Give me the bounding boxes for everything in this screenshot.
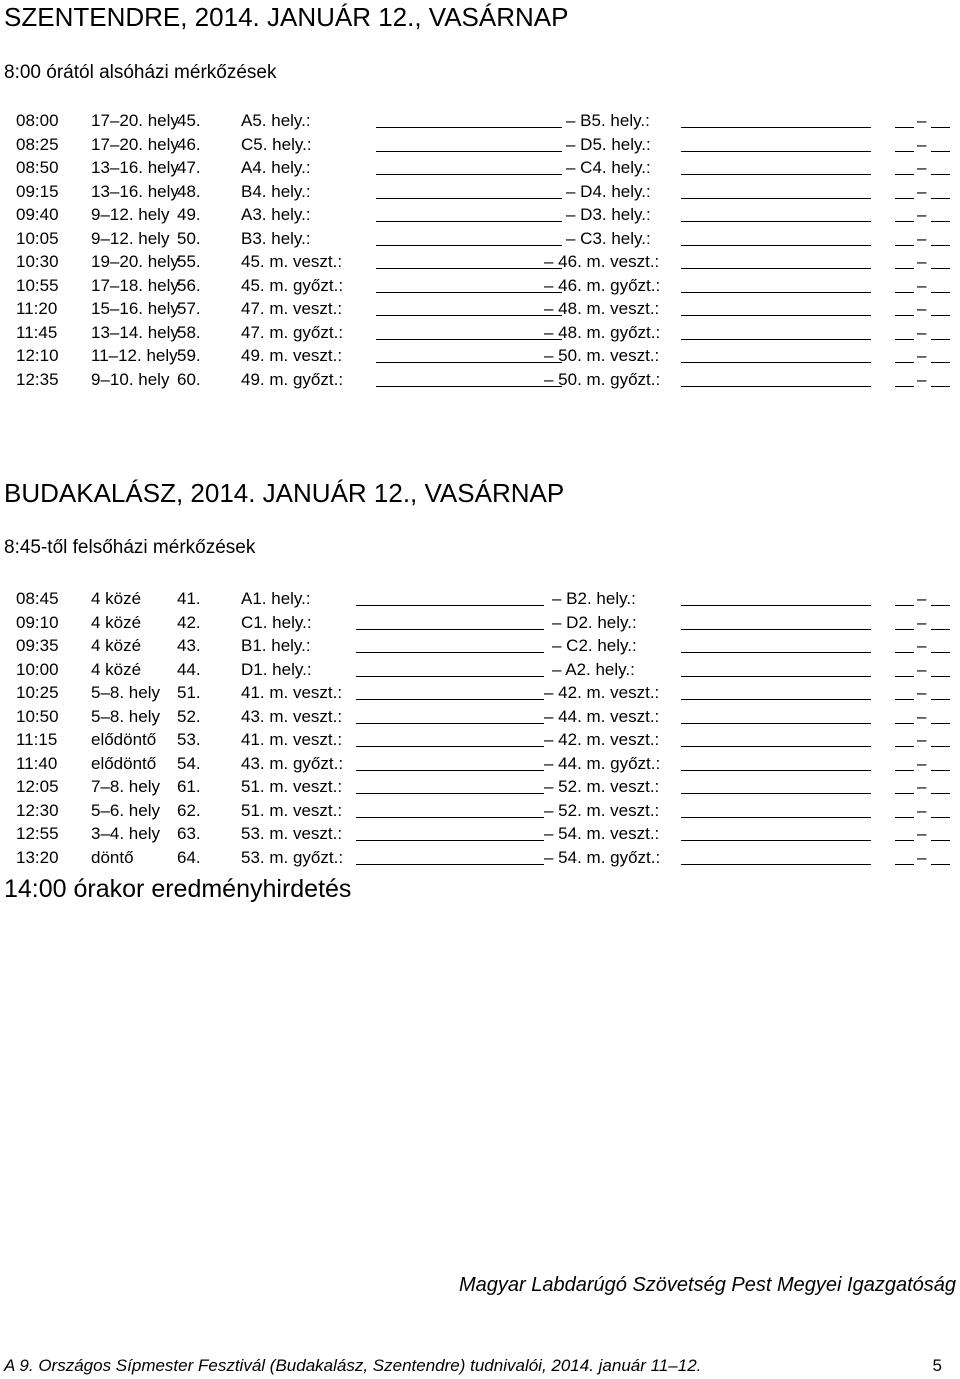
match-row: [0, 634, 960, 658]
score-field: [895, 109, 955, 132]
team1-name-field: [356, 605, 544, 606]
match-time: 11:40: [16, 753, 58, 773]
match-number: 61.: [177, 777, 201, 796]
home-goals-blank: [895, 770, 914, 771]
match-placement: 17–18. hely: [91, 275, 179, 295]
match-placement: 5–8. hely: [91, 706, 160, 726]
home-goals-blank: [895, 723, 914, 724]
match-row: [0, 368, 960, 392]
score-separator: –: [917, 111, 927, 130]
match-time: 12:05: [16, 777, 59, 796]
score-separator: –: [917, 753, 927, 773]
match-number: 48.: [177, 181, 201, 201]
team1-name-field: [376, 127, 562, 128]
match-placement: 4 közé: [91, 659, 142, 679]
away-goals-blank: [931, 699, 950, 700]
team2-label: – 46. m. győzt.:: [544, 275, 661, 295]
score-separator: –: [917, 299, 927, 318]
match-placement: 19–20. hely: [91, 252, 179, 271]
home-goals-blank: [895, 652, 914, 653]
match-number: 41.: [177, 589, 201, 608]
match-time: 13:20: [16, 847, 59, 867]
score-field: [895, 681, 955, 704]
away-goals-blank: [931, 793, 950, 794]
team2-name-field: [681, 746, 871, 747]
team2-name-field: [681, 245, 871, 246]
team1-label: A1. hely.:: [241, 589, 311, 608]
team2-name-field: [681, 864, 871, 865]
team2-name-field: [681, 699, 871, 700]
home-goals-blank: [895, 198, 914, 199]
team1-label: 51. m. veszt.:: [241, 800, 343, 820]
team1-name-field: [356, 746, 544, 747]
match-placement: 3–4. hely: [91, 824, 160, 843]
match-placement: 4 közé: [91, 612, 142, 632]
match-time: 10:00: [16, 659, 59, 679]
home-goals-blank: [895, 629, 914, 630]
team1-name-field: [376, 268, 562, 269]
match-placement: 4 közé: [91, 589, 142, 608]
team1-name-field: [376, 292, 562, 293]
match-placement: 13–16. hely: [91, 158, 179, 177]
match-number: 46.: [177, 134, 201, 154]
team1-name-field: [356, 864, 544, 865]
match-row: [0, 203, 960, 227]
home-goals-blank: [895, 676, 914, 677]
organization-name: Magyar Labdarúgó Szövetség Pest Megyei Igazgatóság: [459, 1274, 956, 1296]
match-placement: 9–12. hely: [91, 228, 170, 248]
match-row: [0, 658, 960, 682]
score-separator: –: [917, 181, 927, 201]
team1-label: 53. m. veszt.:: [241, 824, 343, 843]
home-goals-blank: [895, 292, 914, 293]
match-placement: 7–8. hely: [91, 777, 160, 796]
team1-label: A5. hely.:: [241, 111, 311, 130]
score-field: [895, 658, 955, 681]
score-separator: –: [917, 252, 927, 271]
team1-name-field: [356, 770, 544, 771]
team2-label: – 46. m. veszt.:: [544, 252, 660, 271]
match-time: 09:40: [16, 205, 59, 224]
team1-name-field: [376, 221, 562, 222]
match-time: 09:15: [16, 181, 59, 201]
team1-label: 49. m. győzt.:: [241, 369, 344, 389]
score-separator: –: [917, 800, 927, 820]
match-time: 09:35: [16, 636, 59, 655]
match-number: 53.: [177, 730, 201, 749]
team2-name-field: [681, 605, 871, 606]
score-separator: –: [917, 322, 927, 342]
team2-label: – 48. m. győzt.:: [544, 322, 661, 342]
home-goals-blank: [895, 127, 914, 128]
home-goals-blank: [895, 386, 914, 387]
home-goals-blank: [895, 268, 914, 269]
score-field: [895, 133, 955, 156]
team1-name-field: [356, 699, 544, 700]
match-time: 08:45: [16, 589, 59, 608]
team1-name-field: [356, 629, 544, 630]
team2-label: – 54. m. győzt.:: [544, 847, 661, 867]
team1-label: A3. hely.:: [241, 205, 311, 224]
team1-label: 41. m. veszt.:: [241, 683, 343, 702]
home-goals-blank: [895, 699, 914, 700]
match-placement: 17–20. hely: [91, 111, 179, 130]
match-row: [0, 274, 960, 298]
score-separator: –: [917, 659, 927, 679]
match-number: 47.: [177, 158, 201, 177]
match-time: 11:20: [16, 299, 58, 318]
score-separator: –: [917, 589, 927, 608]
team2-label: – 54. m. veszt.:: [544, 824, 660, 843]
team1-label: C5. hely.:: [241, 134, 312, 154]
score-field: [895, 156, 955, 179]
home-goals-blank: [895, 362, 914, 363]
team2-name-field: [681, 292, 871, 293]
team2-name-field: [681, 151, 871, 152]
score-separator: –: [917, 612, 927, 632]
away-goals-blank: [931, 174, 950, 175]
score-field: [895, 611, 955, 634]
match-number: 62.: [177, 800, 201, 820]
match-placement: 5–6. hely: [91, 800, 160, 820]
team1-name-field: [356, 793, 544, 794]
match-time: 08:50: [16, 158, 59, 177]
home-goals-blank: [895, 746, 914, 747]
team1-name-field: [376, 362, 562, 363]
match-row: [0, 799, 960, 823]
team1-label: C1. hely.:: [241, 612, 312, 632]
team2-name-field: [681, 386, 871, 387]
home-goals-blank: [895, 221, 914, 222]
home-goals-blank: [895, 339, 914, 340]
match-time: 10:30: [16, 252, 59, 271]
match-row: [0, 752, 960, 776]
away-goals-blank: [931, 127, 950, 128]
team2-label: – C2. hely.:: [552, 636, 637, 655]
score-separator: –: [917, 636, 927, 655]
team2-name-field: [681, 174, 871, 175]
team2-name-field: [681, 817, 871, 818]
team2-name-field: [681, 339, 871, 340]
match-time: 08:25: [16, 134, 59, 154]
away-goals-blank: [931, 746, 950, 747]
away-goals-blank: [931, 652, 950, 653]
score-separator: –: [917, 275, 927, 295]
match-row: [0, 611, 960, 635]
score-separator: –: [917, 706, 927, 726]
schedule-table-szentendre: [0, 109, 960, 391]
team1-name-field: [356, 676, 544, 677]
home-goals-blank: [895, 817, 914, 818]
match-row: [0, 180, 960, 204]
match-number: 55.: [177, 252, 201, 271]
away-goals-blank: [931, 151, 950, 152]
match-time: 12:35: [16, 369, 59, 389]
team2-name-field: [681, 629, 871, 630]
match-number: 56.: [177, 275, 201, 295]
match-number: 51.: [177, 683, 201, 702]
match-placement: elődöntő: [91, 753, 157, 773]
score-separator: –: [917, 346, 927, 365]
match-number: 58.: [177, 322, 201, 342]
match-time: 10:55: [16, 275, 59, 295]
match-time: 12:55: [16, 824, 59, 843]
team2-name-field: [681, 198, 871, 199]
match-number: 64.: [177, 847, 201, 867]
score-field: [895, 203, 955, 226]
team1-label: 43. m. veszt.:: [241, 706, 343, 726]
score-field: [895, 321, 955, 344]
score-separator: –: [917, 683, 927, 702]
score-field: [895, 297, 955, 320]
team2-label: – C3. hely.:: [566, 228, 651, 248]
team1-label: B1. hely.:: [241, 636, 311, 655]
away-goals-blank: [931, 198, 950, 199]
score-field: [895, 344, 955, 367]
team2-name-field: [681, 793, 871, 794]
page-footer: A 9. Országos Sípmester Fesztivál (Budakalász, Szentendre) tudnivalói, 2014. január 11–12.: [4, 1356, 702, 1375]
match-row: [0, 297, 960, 321]
home-goals-blank: [895, 151, 914, 152]
home-goals-blank: [895, 245, 914, 246]
match-time: 10:25: [16, 683, 59, 702]
score-separator: –: [917, 730, 927, 749]
team1-name-field: [356, 817, 544, 818]
match-number: 63.: [177, 824, 201, 843]
match-row: [0, 156, 960, 180]
away-goals-blank: [931, 339, 950, 340]
team1-label: B4. hely.:: [241, 181, 311, 201]
match-row: [0, 587, 960, 611]
team2-label: – D5. hely.:: [566, 134, 651, 154]
match-placement: 13–16. hely: [91, 181, 179, 201]
team1-name-field: [376, 245, 562, 246]
away-goals-blank: [931, 723, 950, 724]
page-number: 5: [932, 1356, 942, 1375]
team2-label: – 52. m. veszt.:: [544, 800, 660, 820]
score-field: [895, 368, 955, 391]
team2-label: – B5. hely.:: [566, 111, 650, 130]
team1-label: A4. hely.:: [241, 158, 311, 177]
score-separator: –: [917, 777, 927, 796]
score-separator: –: [917, 205, 927, 224]
match-number: 49.: [177, 205, 201, 224]
match-row: [0, 321, 960, 345]
match-number: 45.: [177, 111, 201, 130]
score-field: [895, 274, 955, 297]
team2-name-field: [681, 840, 871, 841]
away-goals-blank: [931, 629, 950, 630]
match-placement: 9–12. hely: [91, 205, 170, 224]
team2-name-field: [681, 676, 871, 677]
team1-name-field: [376, 339, 562, 340]
team2-name-field: [681, 723, 871, 724]
score-field: [895, 180, 955, 203]
team1-name-field: [356, 723, 544, 724]
team1-name-field: [376, 315, 562, 316]
match-row: [0, 227, 960, 251]
team2-label: – 42. m. veszt.:: [544, 683, 660, 702]
home-goals-blank: [895, 793, 914, 794]
away-goals-blank: [931, 268, 950, 269]
match-time: 08:00: [16, 111, 59, 130]
team1-name-field: [376, 151, 562, 152]
away-goals-blank: [931, 315, 950, 316]
team2-label: – 50. m. veszt.:: [544, 346, 660, 365]
match-row: [0, 846, 960, 870]
team2-label: – 42. m. veszt.:: [544, 730, 660, 749]
match-placement: döntő: [91, 847, 134, 867]
score-field: [895, 846, 955, 869]
section1-subtitle: 8:00 órától alsóházi mérkőzések: [4, 62, 277, 83]
home-goals-blank: [895, 605, 914, 606]
score-separator: –: [917, 228, 927, 248]
team1-label: 49. m. veszt.:: [241, 346, 343, 365]
team2-label: – D4. hely.:: [566, 181, 651, 201]
away-goals-blank: [931, 864, 950, 865]
match-row: [0, 250, 960, 274]
home-goals-blank: [895, 315, 914, 316]
team2-label: – D2. hely.:: [552, 612, 637, 632]
team1-name-field: [376, 174, 562, 175]
team1-label: 43. m. győzt.:: [241, 753, 344, 773]
away-goals-blank: [931, 840, 950, 841]
away-goals-blank: [931, 362, 950, 363]
match-placement: elődöntő: [91, 730, 157, 749]
team2-label: – 44. m. veszt.:: [544, 706, 660, 726]
team1-label: B3. hely.:: [241, 228, 311, 248]
team2-label: – 52. m. veszt.:: [544, 777, 660, 796]
match-number: 44.: [177, 659, 201, 679]
section1-title: SZENTENDRE, 2014. JANUÁR 12., VASÁRNAP: [4, 2, 569, 32]
match-placement: 11–12. hely: [91, 346, 178, 365]
team2-label: – 48. m. veszt.:: [544, 299, 660, 318]
team1-label: 47. m. veszt.:: [241, 299, 343, 318]
match-number: 54.: [177, 753, 201, 773]
home-goals-blank: [895, 840, 914, 841]
match-number: 43.: [177, 636, 201, 655]
team2-name-field: [681, 127, 871, 128]
home-goals-blank: [895, 864, 914, 865]
match-number: 50.: [177, 228, 201, 248]
match-placement: 17–20. hely: [91, 134, 179, 154]
team1-label: 45. m. veszt.:: [241, 252, 343, 271]
score-separator: –: [917, 847, 927, 867]
match-time: 12:10: [16, 346, 59, 365]
match-row: [0, 109, 960, 133]
away-goals-blank: [931, 386, 950, 387]
match-row: [0, 681, 960, 705]
team2-label: – C4. hely.:: [566, 158, 651, 177]
match-number: 52.: [177, 706, 201, 726]
team2-name-field: [681, 315, 871, 316]
team1-name-field: [376, 386, 562, 387]
away-goals-blank: [931, 817, 950, 818]
team1-label: 53. m. győzt.:: [241, 847, 344, 867]
match-placement: 15–16. hely: [91, 299, 179, 318]
team1-label: 51. m. veszt.:: [241, 777, 343, 796]
match-time: 12:30: [16, 800, 59, 820]
away-goals-blank: [931, 770, 950, 771]
away-goals-blank: [931, 292, 950, 293]
match-row: [0, 344, 960, 368]
score-field: [895, 728, 955, 751]
score-field: [895, 799, 955, 822]
team2-name-field: [681, 362, 871, 363]
match-placement: 13–14. hely: [91, 322, 179, 342]
match-time: 10:50: [16, 706, 59, 726]
score-separator: –: [917, 158, 927, 177]
team1-name-field: [356, 840, 544, 841]
score-field: [895, 587, 955, 610]
team2-name-field: [681, 268, 871, 269]
away-goals-blank: [931, 676, 950, 677]
score-field: [895, 775, 955, 798]
score-separator: –: [917, 824, 927, 843]
team1-label: D1. hely.:: [241, 659, 312, 679]
match-row: [0, 705, 960, 729]
team1-label: 47. m. győzt.:: [241, 322, 344, 342]
match-placement: 4 közé: [91, 636, 142, 655]
score-field: [895, 250, 955, 273]
score-field: [895, 227, 955, 250]
away-goals-blank: [931, 605, 950, 606]
score-field: [895, 822, 955, 845]
score-separator: –: [917, 134, 927, 154]
results-announcement: 14:00 órakor eredményhirdetés: [4, 875, 352, 903]
team1-label: 41. m. veszt.:: [241, 730, 343, 749]
home-goals-blank: [895, 174, 914, 175]
score-field: [895, 634, 955, 657]
team2-label: – B2. hely.:: [552, 589, 636, 608]
team2-label: – 50. m. győzt.:: [544, 369, 661, 389]
match-row: [0, 728, 960, 752]
match-time: 09:10: [16, 612, 59, 632]
team2-name-field: [681, 221, 871, 222]
match-row: [0, 133, 960, 157]
match-number: 57.: [177, 299, 201, 318]
score-field: [895, 752, 955, 775]
match-time: 11:15: [16, 730, 58, 749]
match-placement: 5–8. hely: [91, 683, 160, 702]
team2-name-field: [681, 770, 871, 771]
match-number: 60.: [177, 369, 201, 389]
match-time: 10:05: [16, 228, 59, 248]
schedule-table-budakalasz: [0, 587, 960, 869]
team2-label: – 44. m. győzt.:: [544, 753, 661, 773]
match-placement: 9–10. hely: [91, 369, 170, 389]
score-field: [895, 705, 955, 728]
match-number: 59.: [177, 346, 201, 365]
away-goals-blank: [931, 245, 950, 246]
match-row: [0, 822, 960, 846]
team1-name-field: [356, 652, 544, 653]
team1-name-field: [376, 198, 562, 199]
match-row: [0, 775, 960, 799]
team2-label: – A2. hely.:: [552, 659, 635, 679]
section2-subtitle: 8:45-től felsőházi mérkőzések: [4, 537, 256, 558]
away-goals-blank: [931, 221, 950, 222]
team2-name-field: [681, 652, 871, 653]
team1-label: 45. m. győzt.:: [241, 275, 344, 295]
section2-title: BUDAKALÁSZ, 2014. JANUÁR 12., VASÁRNAP: [4, 478, 565, 508]
score-separator: –: [917, 369, 927, 389]
team2-label: – D3. hely.:: [566, 205, 651, 224]
match-time: 11:45: [16, 322, 58, 342]
match-number: 42.: [177, 612, 201, 632]
